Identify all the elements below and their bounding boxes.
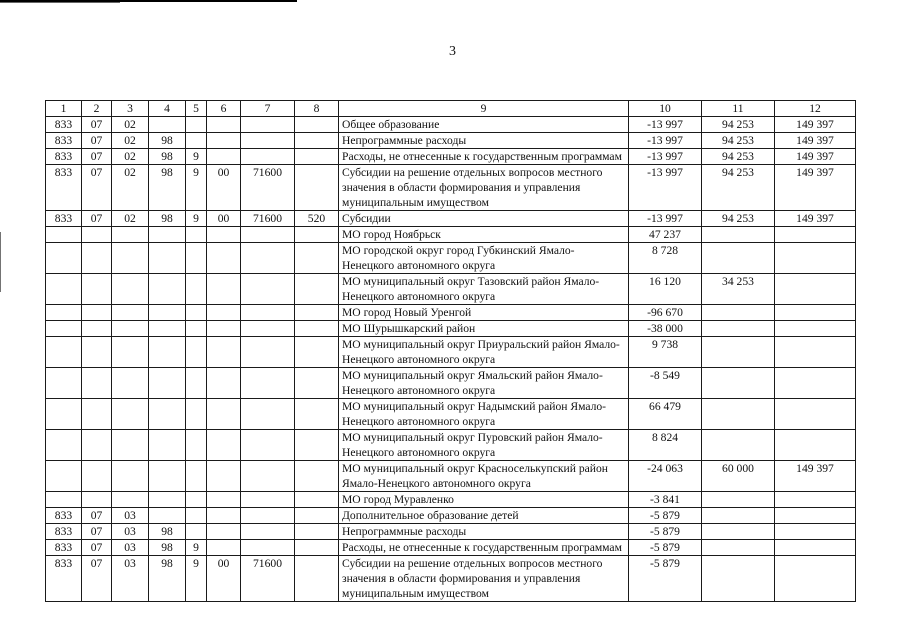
cell-program [149,227,186,243]
cell-prz [112,368,149,399]
cell-direction-b [241,540,295,556]
cell-amount-2027 [775,492,856,508]
cell-amount-2026: 94 253 [702,149,775,165]
cell-prz [112,492,149,508]
cell-direction-b [241,149,295,165]
cell-direction-b: 71600 [241,165,295,211]
cell-amount-2027: 149 397 [775,211,856,227]
cell-direction-a [207,508,241,524]
column-header: 4 [149,101,186,117]
cell-vr [295,243,339,274]
table-row [46,399,856,430]
cell-kvsr [46,305,82,321]
cell-prz [112,274,149,305]
cell-amount-2026 [702,508,775,524]
cell-name: Расходы, не отнесенные к государственным программам [339,149,629,165]
cell-kvsr: 833 [46,165,82,211]
cell-subprogram [186,227,207,243]
cell-name: МО город Ноябрьск [339,227,629,243]
cell-subprogram [186,274,207,305]
cell-program [149,492,186,508]
cell-kvsr [46,243,82,274]
budget-table [45,100,856,602]
cell-vr [295,430,339,461]
cell-name: МО город Новый Уренгой [339,305,629,321]
cell-program [149,461,186,492]
cell-amount-2027 [775,508,856,524]
column-header: 12 [775,101,856,117]
cell-kvsr [46,461,82,492]
cell-direction-a [207,149,241,165]
cell-name: Субсидии на решение отдельных вопросов местного значения в области формирования и управления муниципальным имуществом [339,556,629,602]
cell-kvsr: 833 [46,508,82,524]
cell-amount-2025: 47 237 [629,227,702,243]
table-row [46,117,856,133]
cell-prz: 02 [112,133,149,149]
cell-amount-2025: 9 738 [629,337,702,368]
cell-subprogram [186,399,207,430]
cell-rzd: 07 [82,540,112,556]
cell-vr [295,305,339,321]
cell-name: МО муниципальный округ Пуровский район Ямало-Ненецкого автономного округа [339,430,629,461]
cell-amount-2026 [702,492,775,508]
table-row [46,321,856,337]
cell-rzd [82,430,112,461]
cell-name: Субсидии на решение отдельных вопросов местного значения в области формирования и управления муниципальным имуществом [339,165,629,211]
cell-vr [295,337,339,368]
cell-subprogram [186,430,207,461]
cell-kvsr [46,492,82,508]
cell-subprogram: 9 [186,540,207,556]
column-header: 11 [702,101,775,117]
cell-program [149,274,186,305]
cell-amount-2026 [702,368,775,399]
cell-prz: 02 [112,117,149,133]
cell-amount-2025: -13 997 [629,165,702,211]
cell-amount-2027: 149 397 [775,117,856,133]
cell-program [149,337,186,368]
cell-amount-2025: -13 997 [629,149,702,165]
cell-direction-a: 00 [207,165,241,211]
cell-kvsr: 833 [46,524,82,540]
table-row [46,430,856,461]
cell-rzd: 07 [82,508,112,524]
cell-direction-b [241,274,295,305]
cell-name: МО муниципальный округ Тазовский район Ямало-Ненецкого автономного округа [339,274,629,305]
cell-amount-2026: 94 253 [702,165,775,211]
cell-amount-2026: 94 253 [702,211,775,227]
cell-prz: 02 [112,165,149,211]
cell-vr [295,321,339,337]
cell-program: 98 [149,165,186,211]
cell-prz [112,321,149,337]
cell-direction-a [207,337,241,368]
cell-prz: 02 [112,149,149,165]
cell-amount-2027 [775,556,856,602]
cell-kvsr [46,227,82,243]
scan-edge-mark [0,232,1,292]
cell-program [149,305,186,321]
cell-program: 98 [149,524,186,540]
cell-amount-2026 [702,540,775,556]
table-row [46,508,856,524]
cell-vr [295,117,339,133]
table-row [46,540,856,556]
cell-name: МО муниципальный округ Ямальский район Ямало-Ненецкого автономного округа [339,368,629,399]
cell-amount-2026: 94 253 [702,117,775,133]
cell-direction-a [207,274,241,305]
cell-subprogram [186,337,207,368]
cell-program: 98 [149,149,186,165]
cell-vr [295,556,339,602]
cell-vr: 520 [295,211,339,227]
table-row [46,492,856,508]
cell-prz: 02 [112,211,149,227]
cell-program [149,368,186,399]
cell-rzd: 07 [82,133,112,149]
cell-program: 98 [149,133,186,149]
cell-name: Непрограммные расходы [339,524,629,540]
cell-vr [295,461,339,492]
cell-vr [295,133,339,149]
cell-direction-a [207,492,241,508]
cell-vr [295,149,339,165]
scan-edge-line [0,2,120,3]
column-header: 8 [295,101,339,117]
cell-rzd [82,243,112,274]
cell-kvsr: 833 [46,117,82,133]
cell-amount-2025: -13 997 [629,211,702,227]
cell-amount-2027 [775,321,856,337]
table-row [46,524,856,540]
cell-direction-a [207,227,241,243]
cell-amount-2025: -5 879 [629,556,702,602]
cell-amount-2026 [702,399,775,430]
cell-vr [295,540,339,556]
table-row [46,556,856,602]
column-header: 9 [339,101,629,117]
cell-amount-2027: 149 397 [775,133,856,149]
cell-direction-b [241,368,295,399]
cell-vr [295,368,339,399]
cell-direction-b [241,243,295,274]
cell-direction-a [207,399,241,430]
cell-program [149,117,186,133]
cell-amount-2026: 34 253 [702,274,775,305]
cell-prz [112,243,149,274]
cell-amount-2027 [775,305,856,321]
cell-rzd [82,399,112,430]
cell-amount-2027: 149 397 [775,461,856,492]
cell-amount-2027 [775,399,856,430]
cell-direction-b [241,227,295,243]
cell-amount-2027 [775,540,856,556]
cell-prz: 03 [112,524,149,540]
cell-vr [295,165,339,211]
cell-subprogram [186,117,207,133]
cell-rzd: 07 [82,165,112,211]
cell-amount-2025: -5 879 [629,508,702,524]
cell-amount-2026 [702,305,775,321]
cell-direction-b [241,305,295,321]
cell-direction-b [241,321,295,337]
cell-vr [295,492,339,508]
cell-name: Субсидии [339,211,629,227]
cell-subprogram: 9 [186,211,207,227]
cell-direction-a [207,321,241,337]
cell-amount-2026 [702,243,775,274]
cell-amount-2027 [775,430,856,461]
cell-rzd: 07 [82,556,112,602]
cell-rzd [82,305,112,321]
cell-rzd: 07 [82,117,112,133]
cell-name: МО город Муравленко [339,492,629,508]
cell-direction-a [207,133,241,149]
cell-kvsr [46,337,82,368]
cell-program [149,243,186,274]
cell-kvsr [46,368,82,399]
cell-subprogram [186,305,207,321]
cell-amount-2025: 8 728 [629,243,702,274]
table-row [46,133,856,149]
table-row [46,337,856,368]
cell-prz: 03 [112,508,149,524]
cell-direction-b [241,461,295,492]
cell-rzd [82,227,112,243]
cell-rzd [82,461,112,492]
cell-amount-2026 [702,337,775,368]
cell-direction-a [207,305,241,321]
cell-subprogram [186,133,207,149]
cell-prz [112,430,149,461]
cell-amount-2026 [702,430,775,461]
cell-direction-b [241,492,295,508]
cell-program [149,430,186,461]
cell-subprogram [186,524,207,540]
cell-name: Общее образование [339,117,629,133]
cell-program: 98 [149,211,186,227]
cell-program [149,508,186,524]
cell-direction-a [207,540,241,556]
cell-subprogram [186,243,207,274]
cell-program: 98 [149,556,186,602]
cell-amount-2027 [775,227,856,243]
cell-direction-a [207,461,241,492]
cell-amount-2027 [775,243,856,274]
cell-amount-2026 [702,321,775,337]
cell-direction-a [207,243,241,274]
cell-program [149,399,186,430]
cell-amount-2027 [775,337,856,368]
cell-prz [112,399,149,430]
cell-rzd [82,321,112,337]
cell-direction-b: 71600 [241,556,295,602]
cell-vr [295,399,339,430]
cell-subprogram [186,508,207,524]
table-row [46,368,856,399]
cell-amount-2025: -24 063 [629,461,702,492]
cell-amount-2026 [702,524,775,540]
cell-amount-2025: -3 841 [629,492,702,508]
column-header: 7 [241,101,295,117]
table-row [46,165,856,211]
cell-subprogram [186,492,207,508]
cell-kvsr: 833 [46,540,82,556]
cell-amount-2027 [775,274,856,305]
cell-direction-b [241,337,295,368]
cell-direction-a [207,368,241,399]
cell-rzd [82,492,112,508]
table-row [46,274,856,305]
cell-name: МО городской округ город Губкинский Ямало-Ненецкого автономного округа [339,243,629,274]
cell-amount-2026: 94 253 [702,133,775,149]
cell-amount-2025: -13 997 [629,133,702,149]
table-row [46,305,856,321]
table-row [46,461,856,492]
cell-direction-b [241,508,295,524]
cell-subprogram: 9 [186,165,207,211]
cell-name: Дополнительное образование детей [339,508,629,524]
cell-amount-2025: 66 479 [629,399,702,430]
table-header-row [46,101,856,117]
table-row [46,211,856,227]
cell-subprogram [186,461,207,492]
cell-kvsr [46,399,82,430]
cell-kvsr [46,321,82,337]
cell-vr [295,508,339,524]
cell-rzd: 07 [82,524,112,540]
cell-prz: 03 [112,556,149,602]
column-header: 10 [629,101,702,117]
cell-name: МО муниципальный округ Красноселькупский район Ямало-Ненецкого автономного округа [339,461,629,492]
cell-amount-2025: -5 879 [629,540,702,556]
column-header: 5 [186,101,207,117]
cell-name: Расходы, не отнесенные к государственным программам [339,540,629,556]
cell-rzd: 07 [82,211,112,227]
cell-prz: 03 [112,540,149,556]
cell-direction-b [241,524,295,540]
cell-prz [112,305,149,321]
cell-direction-a: 00 [207,556,241,602]
cell-kvsr: 833 [46,211,82,227]
cell-amount-2026 [702,556,775,602]
cell-amount-2025: -96 670 [629,305,702,321]
cell-rzd [82,368,112,399]
cell-program: 98 [149,540,186,556]
column-header: 3 [112,101,149,117]
cell-kvsr [46,274,82,305]
table-row [46,149,856,165]
cell-prz [112,461,149,492]
cell-amount-2027: 149 397 [775,165,856,211]
cell-direction-b [241,117,295,133]
cell-kvsr: 833 [46,149,82,165]
cell-name: Непрограммные расходы [339,133,629,149]
cell-amount-2025: -8 549 [629,368,702,399]
cell-amount-2025: -5 879 [629,524,702,540]
cell-rzd [82,274,112,305]
column-header: 2 [82,101,112,117]
cell-name: МО муниципальный округ Приуральский район Ямало-Ненецкого автономного округа [339,337,629,368]
cell-direction-a [207,430,241,461]
cell-amount-2027 [775,524,856,540]
cell-subprogram: 9 [186,149,207,165]
cell-amount-2025: -13 997 [629,117,702,133]
cell-kvsr: 833 [46,133,82,149]
column-header: 1 [46,101,82,117]
cell-name: МО Шурышкарский район [339,321,629,337]
table-row [46,243,856,274]
cell-direction-a: 00 [207,211,241,227]
cell-amount-2027: 149 397 [775,149,856,165]
cell-amount-2025: -38 000 [629,321,702,337]
cell-prz [112,227,149,243]
cell-rzd [82,337,112,368]
cell-amount-2025: 16 120 [629,274,702,305]
cell-direction-b: 71600 [241,211,295,227]
cell-amount-2027 [775,368,856,399]
cell-vr [295,227,339,243]
cell-name: МО муниципальный округ Надымский район Ямало-Ненецкого автономного округа [339,399,629,430]
cell-kvsr [46,430,82,461]
page-number: 3 [449,44,456,59]
table-row [46,227,856,243]
cell-rzd: 07 [82,149,112,165]
column-header: 6 [207,101,241,117]
cell-direction-b [241,399,295,430]
cell-direction-b [241,133,295,149]
cell-direction-a [207,117,241,133]
cell-amount-2025: 8 824 [629,430,702,461]
cell-vr [295,274,339,305]
cell-subprogram [186,368,207,399]
table-body [46,101,856,602]
cell-prz [112,337,149,368]
cell-amount-2026 [702,227,775,243]
cell-program [149,321,186,337]
cell-subprogram [186,321,207,337]
cell-subprogram: 9 [186,556,207,602]
cell-vr [295,524,339,540]
cell-kvsr: 833 [46,556,82,602]
cell-direction-a [207,524,241,540]
cell-direction-b [241,430,295,461]
cell-amount-2026: 60 000 [702,461,775,492]
